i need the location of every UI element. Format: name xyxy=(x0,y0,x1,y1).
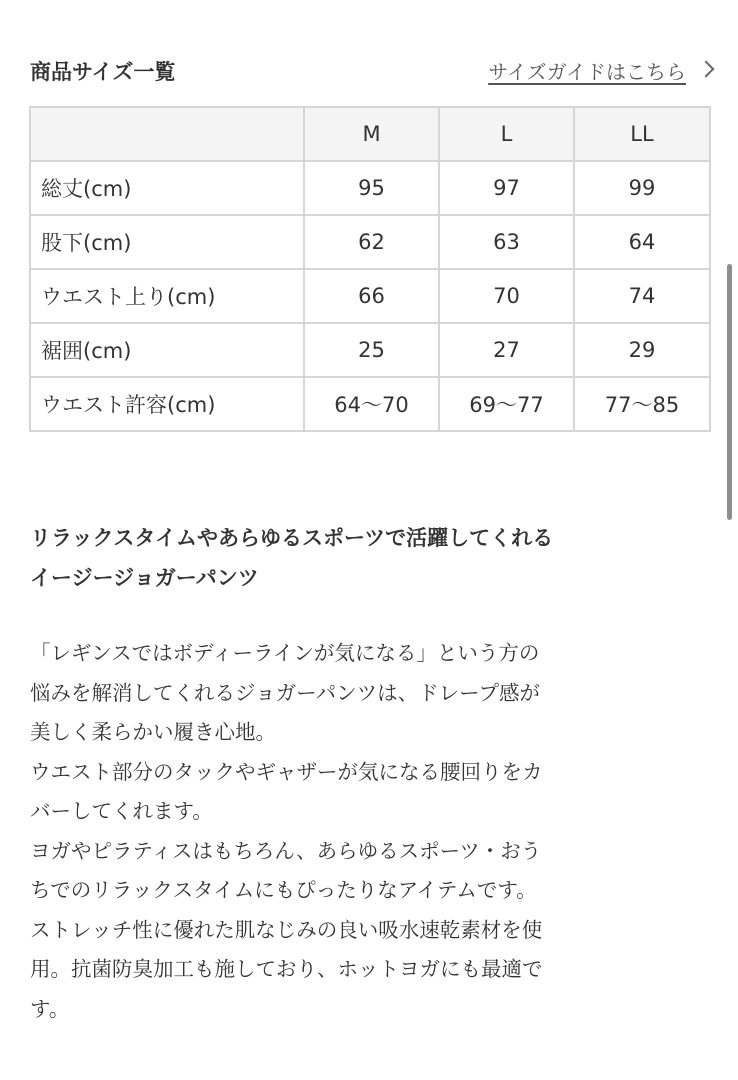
body-line: ストレッチ性に優れた肌なじみの良い吸水速乾素材を使 xyxy=(30,917,543,942)
table-row xyxy=(30,323,710,377)
table-cell: 62 xyxy=(304,215,439,269)
table-cell: 77〜85 xyxy=(574,377,710,431)
table-cell: 63 xyxy=(439,215,574,269)
chevron-right-icon[interactable] xyxy=(698,61,715,78)
row-label: 総丈(cm) xyxy=(30,161,304,215)
size-table-header-row xyxy=(30,107,710,161)
table-cell: 70 xyxy=(439,269,574,323)
size-column-header: M xyxy=(304,107,439,161)
table-cell: 97 xyxy=(439,161,574,215)
table-cell: 74 xyxy=(574,269,710,323)
table-cell: 27 xyxy=(439,323,574,377)
size-column-header: L xyxy=(439,107,574,161)
size-section-header xyxy=(30,52,716,88)
table-row xyxy=(30,377,710,431)
body-line: バーしてくれます。 xyxy=(30,799,213,823)
vertical-scrollbar[interactable] xyxy=(727,264,732,520)
row-label: 裾囲(cm) xyxy=(30,323,304,377)
row-label: 股下(cm) xyxy=(30,215,304,269)
table-cell: 25 xyxy=(304,323,439,377)
heading-line: イージージョガーパンツ xyxy=(30,566,259,590)
table-cell: 69〜77 xyxy=(439,377,574,431)
body-line: す。 xyxy=(30,996,70,1021)
table-cell: 64〜70 xyxy=(304,377,439,431)
table-cell: 64 xyxy=(574,215,710,269)
size-list-title: 商品サイズ一覧 xyxy=(30,60,176,84)
table-cell: 66 xyxy=(304,269,439,323)
body-line: 「レギンスではボディーラインが気になる」という方の xyxy=(30,641,540,665)
body-line: ちでのリラックスタイムにもぴったりなアイテムです。 xyxy=(30,878,537,902)
table-cell: 95 xyxy=(304,161,439,215)
size-column-header: LL xyxy=(574,107,710,161)
table-cell: 99 xyxy=(574,161,710,215)
description-body xyxy=(30,634,720,1029)
table-cell: 29 xyxy=(574,323,710,377)
row-label: ウエスト許容(cm) xyxy=(30,377,304,431)
size-guide-link[interactable]: サイズガイドはこちら xyxy=(488,60,686,84)
body-line: 悩みを解消してくれるジョガーパンツは、ドレープ感が xyxy=(30,680,541,705)
body-line: 美しく柔らかい履き心地。 xyxy=(30,720,276,744)
description-heading xyxy=(30,518,710,598)
size-table xyxy=(29,106,711,432)
body-line: ウエスト部分のタックやギャザーが気になる腰回りをカ xyxy=(30,759,543,784)
table-row xyxy=(30,161,710,215)
body-line: 用。抗菌防臭加工も施しており、ホットヨガにも最適で xyxy=(30,957,543,981)
size-table-corner-cell xyxy=(30,107,304,161)
table-row xyxy=(30,215,710,269)
body-line: ヨガやピラティスはもちろん、あらゆるスポーツ・おう xyxy=(30,838,542,863)
table-row xyxy=(30,269,710,323)
heading-line: リラックスタイムやあらゆるスポーツで活躍してくれる xyxy=(30,526,554,550)
row-label: ウエスト上り(cm) xyxy=(30,269,304,323)
